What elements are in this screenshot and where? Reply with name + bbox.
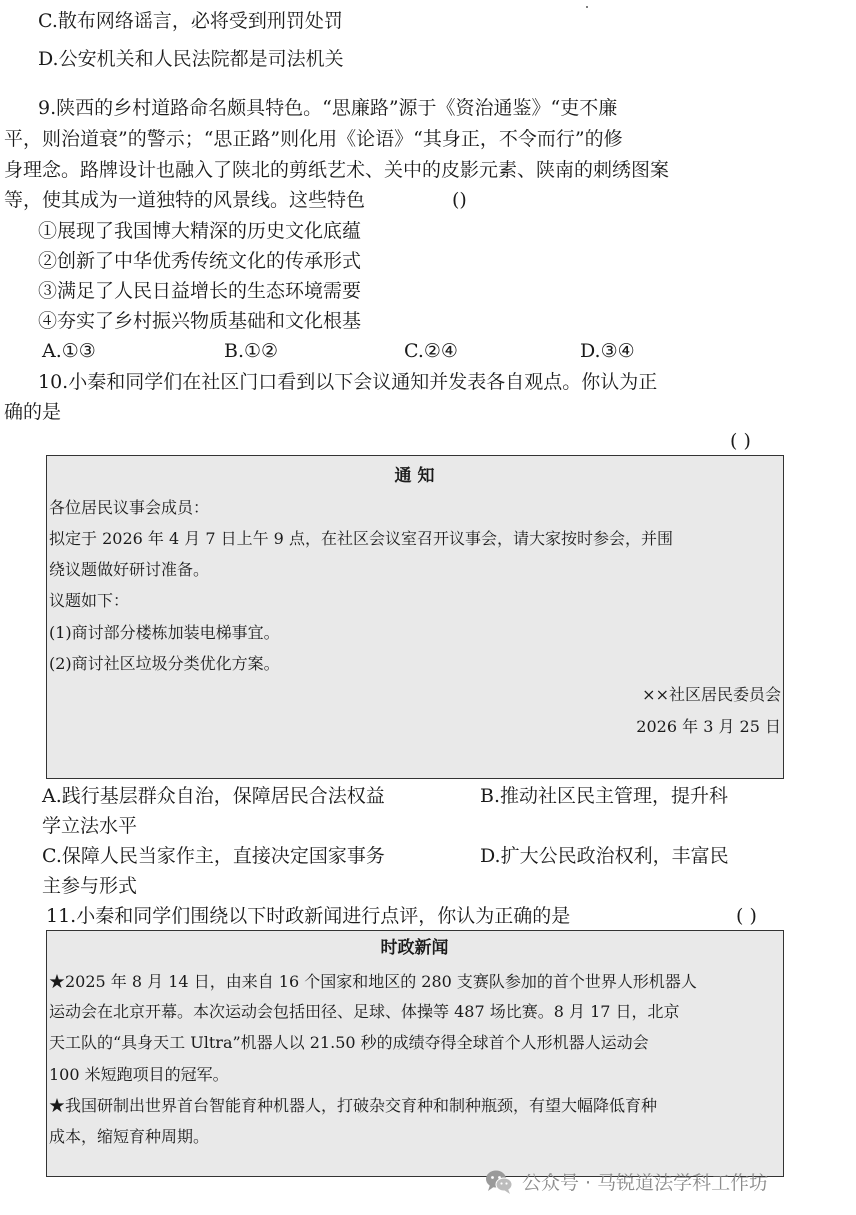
q9-statement-4: ④夯实了乡村振兴物质基础和文化根基 [38, 310, 362, 332]
q9-option-a[interactable]: A.①③ [42, 340, 96, 362]
news-title: 时政新闻 [380, 938, 449, 958]
notice-title: 通 知 [394, 466, 435, 486]
news-line-6: 成本，缩短育种周期。 [49, 1127, 210, 1146]
q9-line-3: 身理念。路牌设计也融入了陕北的剪纸艺术、关中的皮影元素、陕南的刺绣图案 [4, 159, 670, 181]
q11-stem: 11.小秦和同学们围绕以下时政新闻进行点评，你认为正确的是 [46, 905, 571, 927]
notice-line-6: (2)商讨社区垃圾分类优化方案。 [49, 654, 280, 673]
q11-answer-bracket[interactable]: ( ) [736, 905, 757, 927]
option-d-prev[interactable]: D.公安机关和人民法院都是司法机关 [38, 48, 344, 70]
news-line-2: 运动会在北京开幕。本次运动会包括田径、足球、体操等 487 场比赛。8 月 17 日，北京 [49, 1002, 680, 1021]
q10-option-b[interactable]: B.推动社区民主管理，提升科 [480, 785, 729, 807]
stray-dot [586, 6, 588, 8]
notice-line-4: 议题如下： [49, 591, 130, 610]
notice-date: 2026 年 3 月 25 日 [636, 717, 781, 736]
news-line-1: ★2025 年 8 月 14 日，由来自 16 个国家和地区的 280 支赛队参加的首个世界人形机器人 [49, 972, 697, 991]
news-line-5: ★我国研制出世界首台智能育种机器人，打破杂交育种和制种瓶颈，有望大幅降低育种 [49, 1096, 658, 1115]
wechat-icon [484, 1166, 514, 1196]
news-box [46, 930, 784, 1177]
q10-line-2: 确的是 [4, 401, 62, 423]
q10-option-b-cont: 学立法水平 [42, 815, 138, 837]
q9-option-c[interactable]: C.②④ [404, 340, 458, 362]
q9-statement-3: ③满足了人民日益增长的生态环境需要 [38, 280, 362, 302]
news-line-3: 天工队的“具身天工 Ultra”机器人以 21.50 秒的成绩夺得全球首个人形机器人运动会 [49, 1033, 649, 1052]
q9-line-2: 平，则治道衰”的警示；“思正路”则化用《论语》“其身正，不令而行”的修 [4, 128, 623, 150]
notice-signature: ××社区居民委员会 [642, 685, 781, 704]
watermark [484, 1166, 768, 1196]
notice-line-5: (1)商讨部分楼栋加装电梯事宜。 [49, 623, 280, 642]
q9-option-d[interactable]: D.③④ [580, 340, 635, 362]
q9-option-b[interactable]: B.①② [224, 340, 279, 362]
notice-line-3: 绕议题做好研讨准备。 [49, 560, 210, 579]
q9-answer-bracket[interactable]: () [452, 189, 467, 211]
q10-line-1: 10.小秦和同学们在社区门口看到以下会议通知并发表各自观点。你认为正 [38, 371, 658, 393]
q10-answer-bracket[interactable]: ( ) [730, 430, 751, 452]
q9-statement-2: ②创新了中华优秀传统文化的传承形式 [38, 250, 362, 272]
q10-option-a[interactable]: A.践行基层群众自治，保障居民合法权益 [42, 785, 385, 807]
q10-option-d[interactable]: D.扩大公民政治权利，丰富民 [480, 845, 729, 867]
watermark-text: 公众号 · 马锐道法学科工作坊 [522, 1171, 769, 1194]
option-c-prev[interactable]: C.散布网络谣言，必将受到刑罚处罚 [38, 10, 343, 32]
notice-box [46, 455, 784, 779]
q9-line-4: 等，使其成为一道独特的风景线。这些特色 [4, 189, 366, 211]
notice-line-2: 拟定于 2026 年 4 月 7 日上午 9 点，在社区会议室召开议事会，请大家按时参会，并围 [49, 529, 673, 548]
q9-line-1: 9.陕西的乡村道路命名颇具特色。“思廉路”源于《资治通鉴》“吏不廉 [38, 97, 618, 119]
news-line-4: 100 米短跑项目的冠军。 [49, 1065, 229, 1084]
notice-line-1: 各位居民议事会成员： [49, 498, 210, 517]
q10-option-d-cont: 主参与形式 [42, 875, 138, 897]
q9-statement-1: ①展现了我国博大精深的历史文化底蕴 [38, 220, 362, 242]
q10-option-c[interactable]: C.保障人民当家作主，直接决定国家事务 [42, 845, 385, 867]
